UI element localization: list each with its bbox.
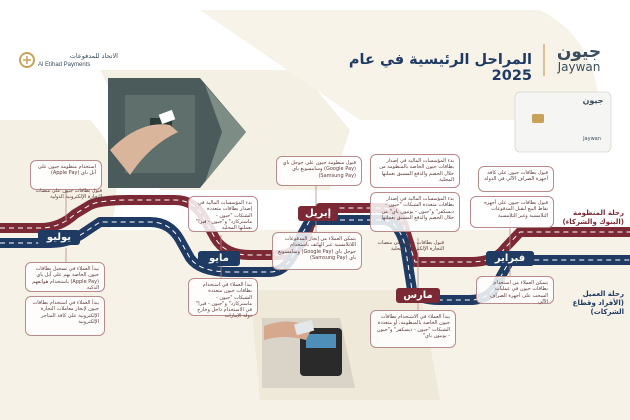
note-feb-bottom: يتمكن العملاء من استخدام بطاقات جيون في عمليات السحب على أجهزة الصراف الآلي [476, 276, 554, 304]
note-mar-low: قبول بطاقات جيون على منصات التجارة الإلكترونية المحلية [377, 240, 444, 253]
note-feb-top: قبول بطاقات جيون على كافة أجهزة الصراف الآلي في الدولة [478, 166, 554, 192]
note-may-bottom: يبدأ العملاء في استخدام بطاقات جيون متعددة الشبكات "جيون - ماستركارد" و"جيون - فيزا" في الاستخدام داخل وخارج دولة الإمارات [188, 278, 258, 316]
note-apr-top: قبول منظومة جيون على جوجل باي (Google Pay) وسامسونغ باي (Samsung Pay) [276, 156, 362, 186]
etihad-logo [20, 53, 34, 67]
system-track-label: رحلة المنظومة (البنوك والشركاء) [562, 209, 624, 226]
customer-track-label: رحلة العميل (الأفراد وقطاع الشركات) [572, 290, 624, 316]
jaywan-logo-text: Jaywan [557, 60, 601, 74]
payment-terminal-photo [262, 318, 355, 388]
month-label-feb: فبراير [486, 251, 534, 266]
note-jul-top [30, 160, 102, 190]
note-mar-mid: بدء المؤسسات المالية في إصدار بطاقات متعددة الشبكات "جيون - ديسكفر" و"جيون - يونيون باي" من خلال الخصم والدفع المسبق بعملتها [370, 192, 460, 232]
month-label-jul: يوليو [38, 230, 80, 245]
note-apr-bottom: يتمكن العملاء من إنجاز المدفوعات اللاتلامسية عبر الهاتف باستخدام جوجل باي (Google Pay) وسامسونغ باي (Samsung Pay) [272, 232, 362, 270]
etihad-name-ar: الاتحاد للمدفوعات [69, 52, 118, 60]
note-jul-top1: استخدام منظومة جيون على آبل باي (Apple Pay) [37, 164, 96, 177]
card-brand-ar: جيون [582, 96, 604, 105]
note-jul-bottom1: يبدأ العملاء في تسجيل بطاقات جيون الخاصة بهم على آبل باي (Apple Pay) باستخدام هواتفهم الذكية [25, 262, 105, 292]
note-may-top: بدء المؤسسات المالية في إصدار بطاقات متعددة الشبكات "جيون - ماستركارد" و"جيون - فيزا" بعملتها المحلية [188, 196, 258, 232]
note-jul-top2: قبول بطاقات جيون على منصات التجارة الإلكترونية الدولية [35, 188, 102, 201]
note-feb-mid: قبول بطاقات جيون على أجهزة نقاط البيع لتقبل المدفوعات التلامسية وغير التلامسية [470, 196, 554, 228]
jaywan-logo: جيون [556, 42, 602, 62]
etihad-name-en: Al Etihad Payments [38, 62, 91, 68]
month-label-apr: إبريل [298, 206, 338, 221]
month-label-may: مايو [198, 251, 240, 266]
note-mar-top: بدء المؤسسات المالية في إصدار بطاقات جيون الخاصة بالمنظومة من خلال الخصم والدفع المسبق بعملتها المحلية [370, 154, 460, 188]
card-brand-en: Jaywan [583, 136, 601, 142]
note-mar-bottom: يبدأ العملاء في الاستخدام بطاقات جيون الخاصة بالمنظومة، أو متعددة الشبكات "جيون - ديسكفر" و"جيون - يونيون باي" [370, 310, 456, 348]
page-title: المراحل الرئيسية في عام 2025 [348, 52, 532, 84]
month-label-mar: مارس [396, 288, 440, 303]
note-jul-bottom2: يبدأ العملاء في استخدام بطاقات جيون لإنجاز معاملات التجارة الإلكترونية على كافة المتاجر الإلكترونية [25, 296, 105, 336]
